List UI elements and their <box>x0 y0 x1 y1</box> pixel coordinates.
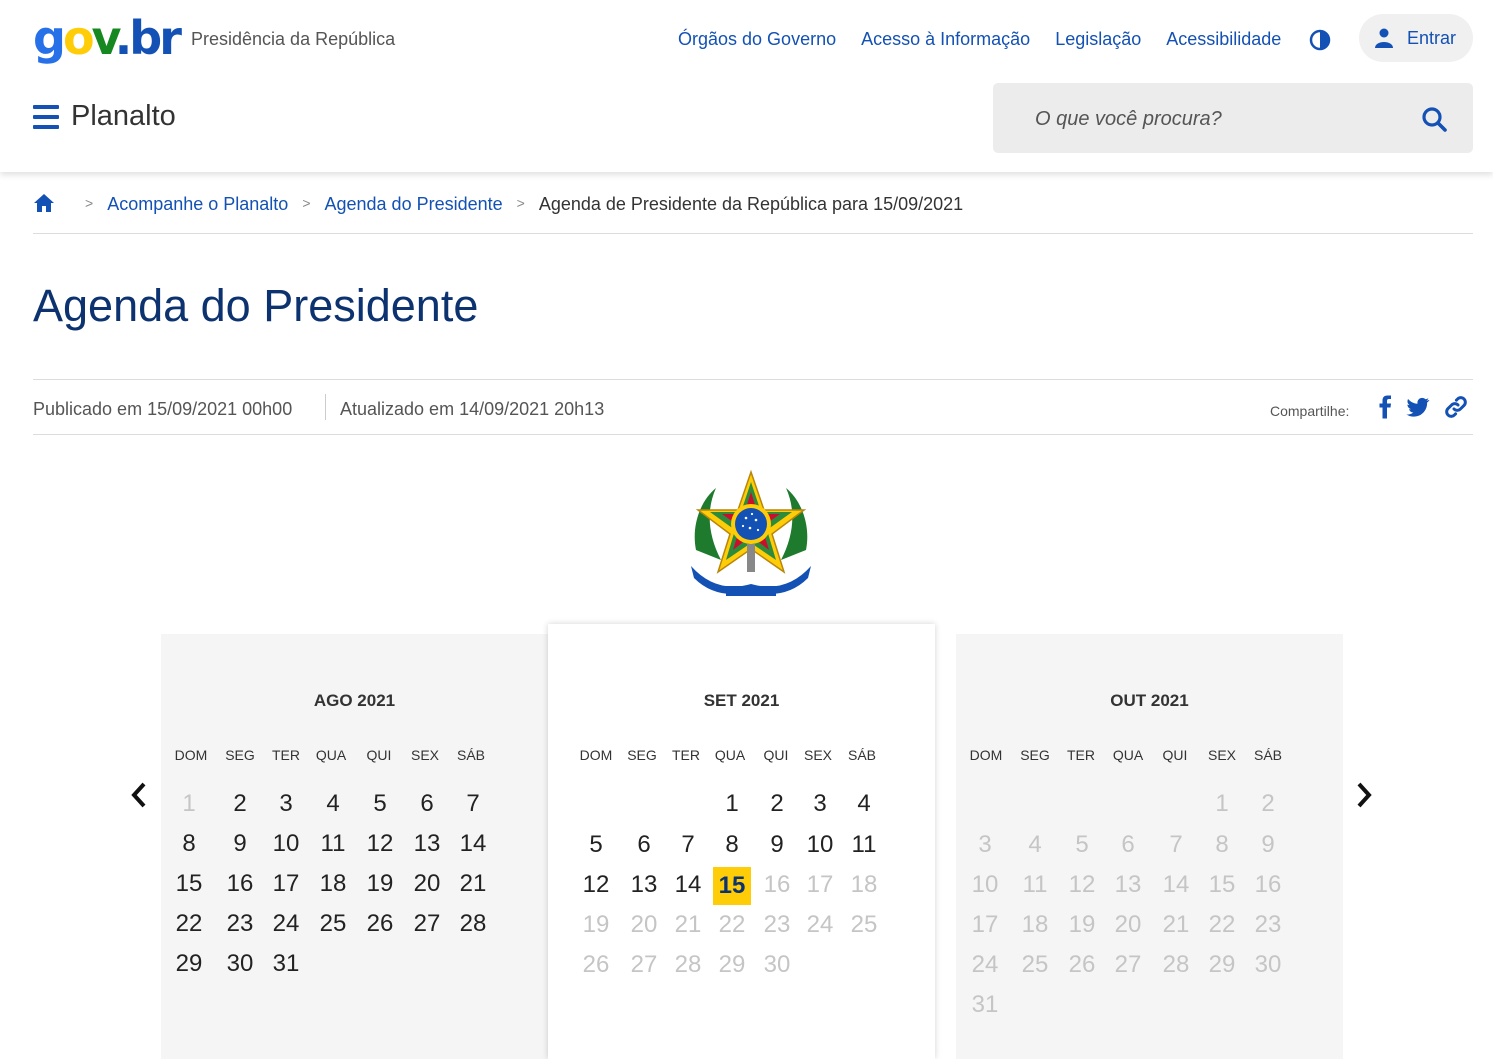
calendar-day: 3 <box>978 831 992 858</box>
brazil-coat-of-arms-icon <box>686 470 816 602</box>
calendar-day[interactable]: 15 <box>175 870 203 897</box>
calendar-day[interactable]: 8 <box>725 831 739 858</box>
calendar-day-selected[interactable]: 15 <box>713 867 751 905</box>
weekday-header: SEG <box>1020 747 1050 763</box>
home-icon[interactable] <box>33 193 55 213</box>
weekday-header: TER <box>672 747 700 763</box>
menu-icon[interactable] <box>33 105 59 129</box>
next-month-arrow-icon[interactable] <box>1353 780 1375 810</box>
calendar-day[interactable]: 7 <box>466 790 480 817</box>
breadcrumb-acompanhe[interactable]: Acompanhe o Planalto <box>107 194 289 214</box>
calendar-day: 8 <box>1215 831 1229 858</box>
weekday-header: SÁB <box>847 747 876 763</box>
weekday-header: SEX <box>410 747 439 763</box>
calendar-day[interactable]: 13 <box>630 871 658 898</box>
link-legislacao[interactable]: Legislação <box>1055 29 1142 49</box>
calendar-day[interactable]: 11 <box>851 831 877 858</box>
calendar-month-label: AGO 2021 <box>313 691 396 710</box>
calendar-month-september <box>548 624 935 1059</box>
breadcrumb <box>33 192 1473 234</box>
calendar-day: 30 <box>763 951 791 978</box>
calendar-day: 9 <box>1261 831 1275 858</box>
weekday-header: SÁB <box>456 747 485 763</box>
facebook-icon[interactable] <box>1374 395 1398 419</box>
link-acessibilidade[interactable]: Acessibilidade <box>1166 29 1282 49</box>
calendar-day[interactable]: 25 <box>319 910 347 937</box>
calendar-day[interactable]: 12 <box>366 830 394 857</box>
calendar-day[interactable]: 6 <box>637 831 651 858</box>
calendar-day[interactable]: 23 <box>226 910 254 937</box>
weekday-header: SÁB <box>1253 747 1282 763</box>
calendar-day[interactable]: 26 <box>366 910 394 937</box>
calendar-month-october <box>956 634 1343 1059</box>
calendar-day[interactable]: 30 <box>226 950 254 977</box>
link-icon[interactable] <box>1444 395 1468 419</box>
weekday-header: SEX <box>803 747 832 763</box>
weekday-header: QUA <box>714 747 746 763</box>
search-input[interactable] <box>1033 105 1397 133</box>
calendar-day: 17 <box>971 911 999 938</box>
weekday-header: TER <box>1067 747 1095 763</box>
weekday-header: QUA <box>1112 747 1144 763</box>
calendar-day[interactable]: 11 <box>320 830 346 857</box>
breadcrumb-current: Agenda de Presidente da República para 15/09/2021 <box>538 194 964 214</box>
calendar-day: 12 <box>1068 871 1096 898</box>
calendar-day: 18 <box>1021 911 1049 938</box>
calendar-day: 28 <box>674 951 702 978</box>
calendar-day: 4 <box>1028 831 1042 858</box>
calendar-day: 28 <box>1162 951 1190 978</box>
weekday-header: QUI <box>1162 747 1188 763</box>
calendar-day[interactable]: 19 <box>366 870 394 897</box>
site-name: Planalto <box>71 100 176 132</box>
calendar-day[interactable]: 10 <box>272 830 300 857</box>
calendar-day: 31 <box>971 991 999 1018</box>
calendar-day: 11 <box>1022 871 1048 898</box>
calendar-day[interactable]: 4 <box>326 790 340 817</box>
calendar-day: 27 <box>1114 951 1142 978</box>
link-acesso-informacao[interactable]: Acesso à Informação <box>861 29 1031 49</box>
calendar-day: 27 <box>630 951 658 978</box>
calendar-day[interactable]: 14 <box>674 871 702 898</box>
calendar-day[interactable]: 27 <box>413 910 441 937</box>
calendar-day: 22 <box>718 911 746 938</box>
user-icon <box>1375 28 1393 48</box>
calendar-day: 23 <box>763 911 791 938</box>
updated-date: Atualizado em 14/09/2021 20h13 <box>340 399 605 419</box>
calendar-day[interactable]: 2 <box>770 790 784 817</box>
calendar-day: 24 <box>806 911 834 938</box>
calendar-day: 29 <box>718 951 746 978</box>
calendar-day: 25 <box>1021 951 1049 978</box>
calendar-day[interactable]: 18 <box>319 870 347 897</box>
calendar-day[interactable]: 8 <box>182 830 196 857</box>
header <box>0 0 1493 172</box>
twitter-icon[interactable] <box>1406 395 1430 419</box>
publication-meta <box>33 379 1473 435</box>
weekday-header: DOM <box>969 747 1003 763</box>
page-title: Agenda do Presidente <box>33 280 479 331</box>
calendar-day: 6 <box>1121 831 1135 858</box>
calendar-day[interactable]: 13 <box>413 830 441 857</box>
calendar-day: 19 <box>582 911 610 938</box>
calendar-day[interactable]: 21 <box>459 870 487 897</box>
weekday-header: DOM <box>579 747 613 763</box>
breadcrumb-separator: > <box>85 195 94 211</box>
calendar-day[interactable]: 14 <box>459 830 487 857</box>
calendar-day: 20 <box>630 911 658 938</box>
calendar-day[interactable]: 31 <box>272 950 300 977</box>
calendar-day: 20 <box>1114 911 1142 938</box>
calendar-month-august <box>161 634 548 1059</box>
breadcrumb-separator: > <box>302 195 311 211</box>
calendar-day[interactable]: 5 <box>373 790 387 817</box>
weekday-header: TER <box>272 747 300 763</box>
calendar-day: 17 <box>806 871 834 898</box>
calendar-day: 13 <box>1114 871 1142 898</box>
calendar-day[interactable]: 4 <box>857 790 871 817</box>
calendar-day[interactable]: 16 <box>226 870 254 897</box>
calendar-day: 26 <box>582 951 610 978</box>
weekday-header: SEX <box>1207 747 1236 763</box>
breadcrumb-agenda[interactable]: Agenda do Presidente <box>324 194 503 214</box>
calendar-day: 1 <box>182 790 196 817</box>
weekday-header: SEG <box>627 747 657 763</box>
meta-divider <box>325 394 326 420</box>
calendar-day: 21 <box>1162 911 1190 938</box>
calendar-day: 10 <box>971 871 999 898</box>
weekday-header: SEG <box>225 747 255 763</box>
calendar-day: 25 <box>850 911 878 938</box>
calendar-day[interactable]: 24 <box>272 910 300 937</box>
calendar-day[interactable]: 10 <box>806 831 834 858</box>
calendar-day[interactable]: 1 <box>725 790 739 817</box>
calendar-day: 23 <box>1254 911 1282 938</box>
weekday-header: QUI <box>763 747 789 763</box>
link-orgaos-governo[interactable]: Órgãos do Governo <box>678 29 837 49</box>
breadcrumb-separator: > <box>516 195 525 211</box>
weekday-header: QUI <box>366 747 392 763</box>
calendar-day: 2 <box>1261 790 1275 817</box>
calendar-day: 16 <box>763 871 791 898</box>
calendar-day[interactable]: 29 <box>175 950 203 977</box>
calendar-day: 18 <box>850 871 878 898</box>
calendar-day[interactable]: 9 <box>770 831 784 858</box>
calendar-day: 24 <box>971 951 999 978</box>
calendar-day[interactable]: 9 <box>233 830 247 857</box>
calendar-month-label: SET 2021 <box>703 691 780 710</box>
calendar-day: 15 <box>1208 871 1236 898</box>
calendar-day[interactable]: 17 <box>272 870 300 897</box>
calendar-day: 19 <box>1068 911 1096 938</box>
calendar-day[interactable]: 22 <box>175 910 203 937</box>
top-links <box>678 29 1281 50</box>
contrast-icon[interactable] <box>1309 29 1331 51</box>
calendar-day[interactable]: 28 <box>459 910 487 937</box>
calendar-day: 14 <box>1162 871 1190 898</box>
login-button[interactable] <box>1359 14 1473 62</box>
calendar-day[interactable]: 12 <box>582 871 610 898</box>
weekday-header: QUA <box>315 747 347 763</box>
calendar-day[interactable]: 3 <box>813 790 827 817</box>
govbr-logo[interactable]: gov.br <box>33 11 179 65</box>
calendar-month-label: OUT 2021 <box>1110 691 1189 710</box>
agency-signature: Presidência da República <box>191 29 396 49</box>
prev-month-arrow-icon[interactable] <box>128 780 150 810</box>
calendar-day: 5 <box>1075 831 1089 858</box>
calendar-day: 1 <box>1215 790 1229 817</box>
calendar-day: 7 <box>1169 831 1183 858</box>
calendar-day: 16 <box>1254 871 1282 898</box>
calendar-day: 26 <box>1068 951 1096 978</box>
login-label: Entrar <box>1407 27 1457 48</box>
calendar-day[interactable]: 3 <box>279 790 293 817</box>
weekday-header: DOM <box>174 747 208 763</box>
search-box <box>993 83 1473 153</box>
calendar-day[interactable]: 20 <box>413 870 441 897</box>
calendar-day[interactable]: 7 <box>681 831 695 858</box>
calendar-day: 21 <box>674 911 702 938</box>
search-icon[interactable] <box>1421 106 1447 132</box>
published-date: Publicado em 15/09/2021 00h00 <box>33 399 293 419</box>
calendar-day[interactable]: 2 <box>233 790 247 817</box>
calendar-day: 29 <box>1208 951 1236 978</box>
calendar-day: 30 <box>1254 951 1282 978</box>
calendar-day[interactable]: 6 <box>420 790 434 817</box>
calendar-day: 22 <box>1208 911 1236 938</box>
calendar-day[interactable]: 5 <box>589 831 603 858</box>
share-label: Compartilhe: <box>1270 403 1350 419</box>
